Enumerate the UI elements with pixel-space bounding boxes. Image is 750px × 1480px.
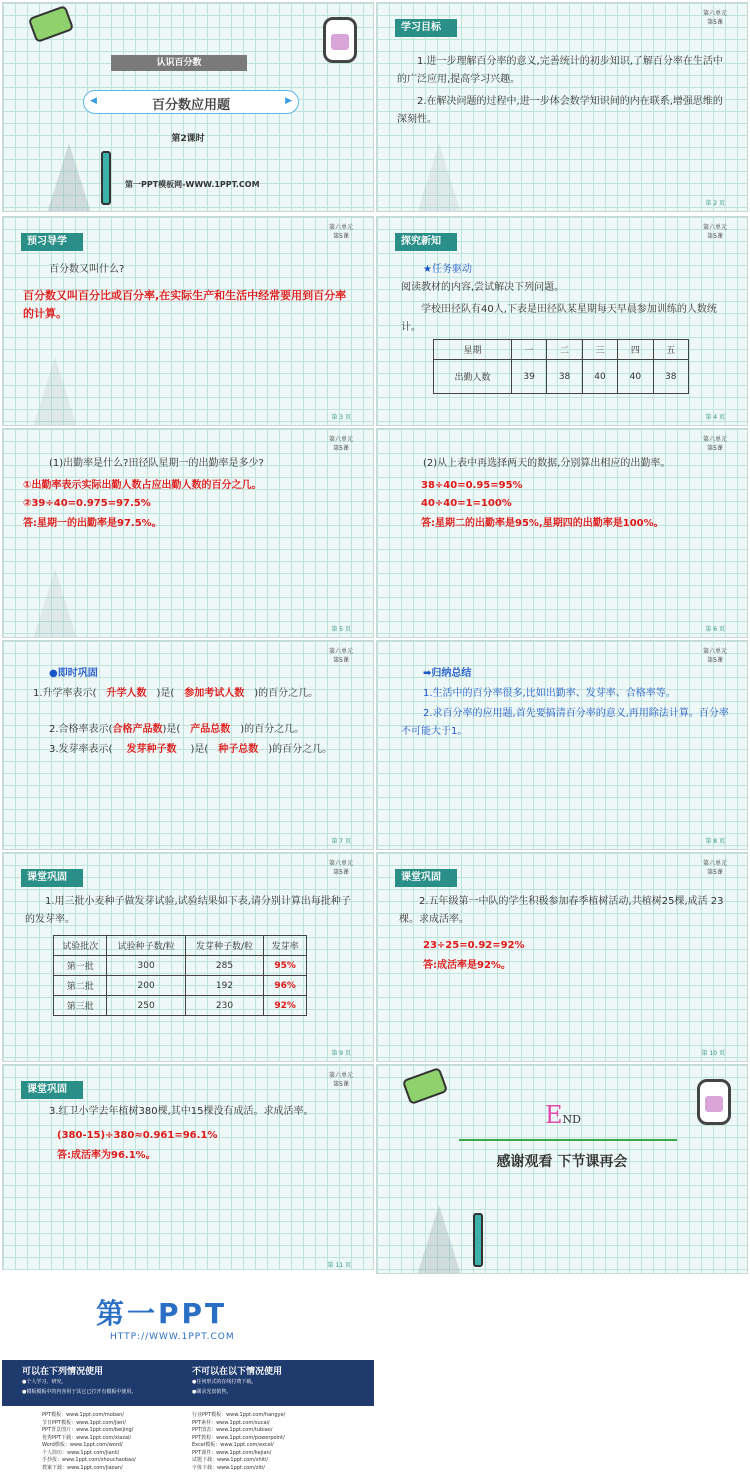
brand-url[interactable]: HTTP://WWW.1PPT.COM xyxy=(110,1332,235,1342)
page-number: 第 10 页 xyxy=(701,1050,725,1057)
page-number: 第 9 页 xyxy=(331,1050,351,1057)
slide-4 xyxy=(376,216,748,426)
question-text: (2)从上表中再选择两天的数据,分别算出相应的出勤率。 xyxy=(423,458,671,469)
triangle-ruler-icon xyxy=(47,143,91,212)
fill-item-2: 2.合格率表示(合格产品数)是( 产品总数 )的百分之几。 xyxy=(49,724,305,735)
task-heading: ★任务驱动 xyxy=(423,264,472,275)
link-item[interactable]: 教案下载：www.1ppt.com/jiaoan/ xyxy=(42,1464,123,1471)
goal-text-2: 2.在解决问题的过程中,进一步体会数学知识间的内在联系,增强思维的深刻性。 xyxy=(397,96,723,125)
slide-11 xyxy=(2,1064,374,1274)
fill-item-3: 3.发芽率表示( 发芽种子数 )是( 种子总数 )的百分之几。 xyxy=(49,744,333,755)
answer-line-2: 答:成活率为96.1%。 xyxy=(57,1150,156,1161)
section-tag: 探究新知 xyxy=(395,233,457,251)
end-mark: END xyxy=(545,1101,581,1129)
answer-line-2: ②39÷40=0.975=97.5% xyxy=(23,498,151,509)
section-tag: 课堂巩固 xyxy=(395,869,457,887)
link-item[interactable]: PPT模板：www.1ppt.com/moban/ xyxy=(42,1412,124,1418)
slide-3 xyxy=(2,216,374,426)
answer-text: 百分数又叫百分比或百分率,在实际生产和生活中经常要用到百分率的计算。 xyxy=(23,289,347,320)
triangle-ruler-icon xyxy=(33,357,77,426)
slide-6 xyxy=(376,428,748,638)
thanks-text: 感谢观看 下节课再会 xyxy=(496,1154,628,1170)
answer-line-1: 23÷25=0.92=92% xyxy=(423,940,525,951)
answer-line-3: 答:星期二的出勤率是95%,星期四的出勤率是100%。 xyxy=(421,518,664,529)
website-label: 第一PPT模板网-WWW.1PPT.COM xyxy=(125,180,260,189)
link-item[interactable]: 手抄报：www.1ppt.com/shouchaobao/ xyxy=(42,1457,136,1463)
page-number: 第 5 页 xyxy=(331,626,351,633)
summary-text-2: 2.求百分率的应用题,首先要搞清百分率的意义,再用除法计算。百分率不可能大于1。 xyxy=(401,708,729,737)
section-tag: 预习导学 xyxy=(21,233,83,251)
germination-table: 试验批次 试验种子数/粒 发芽种子数/粒 发芽率 第一批 300 285 95% 第二批 200 192 96% 第三批 250 230 92% xyxy=(53,935,307,1016)
answer-line-1: (380-15)÷380≈0.961=96.1% xyxy=(57,1130,218,1141)
divider xyxy=(459,1139,677,1141)
section-heading: ➡归纳总结 xyxy=(423,668,472,679)
arrow-right-icon[interactable]: ▶ xyxy=(285,96,292,106)
answer-line-1: ①出勤率表示实际出勤人数占应出勤人数的百分之几。 xyxy=(23,480,262,491)
section-heading: ●即时巩固 xyxy=(49,668,98,679)
link-item[interactable]: Word模板：www.1ppt.com/word/ xyxy=(42,1442,123,1448)
page-number: 第 8 页 xyxy=(705,838,725,845)
task-description: 学校田径队有40人,下表是田径队某星期每天早晨参加训练的人数统计。 xyxy=(401,304,717,333)
triangle-ruler-icon xyxy=(33,569,77,638)
slide-12 xyxy=(376,1064,748,1274)
slide-5 xyxy=(2,428,374,638)
answer-line-2: 答:成活率是92%。 xyxy=(423,960,511,971)
unit-label: 第六单元 第5课 xyxy=(702,436,727,452)
page-number: 第 3 页 xyxy=(331,414,351,421)
link-item[interactable]: 字体下载：www.1ppt.com/ziti/ xyxy=(192,1464,265,1471)
brand-logo: 第一PPT xyxy=(96,1297,228,1330)
section-tag: 学习目标 xyxy=(395,19,457,37)
summary-text-1: 1.生活中的百分率很多,比如出勤率、发芽率、合格率等。 xyxy=(423,688,676,699)
lesson-number: 第2课时 xyxy=(171,134,205,144)
link-item[interactable]: Excel模板：www.1ppt.com/excel/ xyxy=(192,1442,274,1448)
links-left xyxy=(42,1412,136,1472)
backpack-icon xyxy=(697,1079,731,1125)
page-number: 第 4 页 xyxy=(705,414,725,421)
triangle-ruler-icon xyxy=(417,143,461,212)
footer-panel xyxy=(2,1270,374,1476)
link-item[interactable]: PPT素材：www.1ppt.com/sucai/ xyxy=(192,1419,270,1426)
page-number: 第 2 页 xyxy=(705,200,725,207)
pencil-icon xyxy=(473,1213,483,1267)
link-item[interactable]: 节日PPT模板：www.1ppt.com/jieri/ xyxy=(42,1419,126,1426)
unit-label: 第六单元 第5课 xyxy=(328,436,353,452)
unit-label: 第六单元 第5课 xyxy=(702,10,727,26)
unit-label: 第六单元 第5课 xyxy=(328,860,353,876)
slide-8 xyxy=(376,640,748,850)
page-number: 第 11 页 xyxy=(327,1262,351,1269)
question-text: 3.红卫小学去年植树380棵,其中15棵没有成活。求成活率。 xyxy=(49,1106,314,1117)
arrow-left-icon[interactable]: ◀ xyxy=(90,96,97,106)
goal-text-1: 1.进一步理解百分率的意义,完善统计的初步知识,了解百分率在生活中的广泛应用,提高学习兴趣。 xyxy=(397,56,723,85)
eraser-icon xyxy=(28,5,74,43)
usage-band: 可以在下列情况使用 ●个人学习、研究。 ●模板模板中的内容用于其它已打开有模板中使用。 不可以在以下情况使用 ●任何形式的在线付费下载。 ●刷录光盘销售。 xyxy=(2,1360,374,1406)
question-text: 百分数又叫什么? xyxy=(49,264,125,275)
answer-line-1: 38÷40=0.95=95% xyxy=(421,480,523,491)
lesson-badge: 认识百分数 xyxy=(111,55,247,71)
answer-line-3: 答:星期一的出勤率是97.5%。 xyxy=(23,518,162,529)
links-right xyxy=(192,1412,285,1472)
answer-line-2: 40÷40=1=100% xyxy=(421,498,512,509)
link-item[interactable]: PPT背景图片：www.1ppt.com/beijing/ xyxy=(42,1427,134,1433)
link-item[interactable]: 个人简历：www.1ppt.com/jianli/ xyxy=(42,1449,120,1456)
slide-10 xyxy=(376,852,748,1062)
backpack-icon xyxy=(323,17,357,63)
link-item[interactable]: 试题下载：www.1ppt.com/shiti/ xyxy=(192,1457,269,1463)
section-tag: 课堂巩固 xyxy=(21,869,83,887)
page-number: 第 6 页 xyxy=(705,626,725,633)
link-item[interactable]: PPT教程：www.1ppt.com/powerpoint/ xyxy=(192,1434,285,1441)
unit-label: 第六单元 第5课 xyxy=(702,224,727,240)
question-text: (1)出勤率是什么?田径队星期一的出勤率是多少? xyxy=(49,458,264,469)
link-item[interactable]: 行业PPT模板：www.1ppt.com/hangye/ xyxy=(192,1412,286,1418)
link-item[interactable]: PPT图表：www.1ppt.com/tubiao/ xyxy=(192,1427,273,1433)
section-tag: 课堂巩固 xyxy=(21,1081,83,1099)
triangle-ruler-icon xyxy=(417,1205,461,1274)
question-text: 2.五年级第一中队的学生积极参加春季植树活动,共植树25棵,成活 23棵。求成活率。 xyxy=(399,896,724,925)
slide-2 xyxy=(376,2,748,212)
title-banner xyxy=(83,90,299,114)
unit-label: 第六单元 第5课 xyxy=(328,1072,353,1088)
unit-label: 第六单元 第5课 xyxy=(328,648,353,664)
link-item[interactable]: 优秀PPT下载：www.1ppt.com/xiazai/ xyxy=(42,1434,132,1441)
attendance-table: 星期 一 二 三 四 五 出勤人数 39 38 40 40 38 xyxy=(433,339,689,394)
unit-label: 第六单元 第5课 xyxy=(702,648,727,664)
eraser-icon xyxy=(402,1067,448,1105)
slide-1 xyxy=(2,2,374,212)
question-text: 1.用三批小麦种子做发芽试验,试验结果如下表,请分别计算出每批种子的发芽率。 xyxy=(25,896,351,925)
slide-7 xyxy=(2,640,374,850)
task-intro: 阅读教材的内容,尝试解决下列问题。 xyxy=(401,282,565,293)
page-title: 百分数应用题 xyxy=(151,98,230,113)
page-number: 第 7 页 xyxy=(331,838,351,845)
unit-label: 第六单元 第5课 xyxy=(328,224,353,240)
fill-item-1: 1.升学率表示( 升学人数 )是( 参加考试人数 )的百分之几。 xyxy=(33,688,319,699)
slide-9 xyxy=(2,852,374,1062)
pencil-icon xyxy=(101,151,111,205)
unit-label: 第六单元 第5课 xyxy=(702,860,727,876)
link-item[interactable]: PPT课件：www.1ppt.com/kejian/ xyxy=(192,1449,272,1456)
